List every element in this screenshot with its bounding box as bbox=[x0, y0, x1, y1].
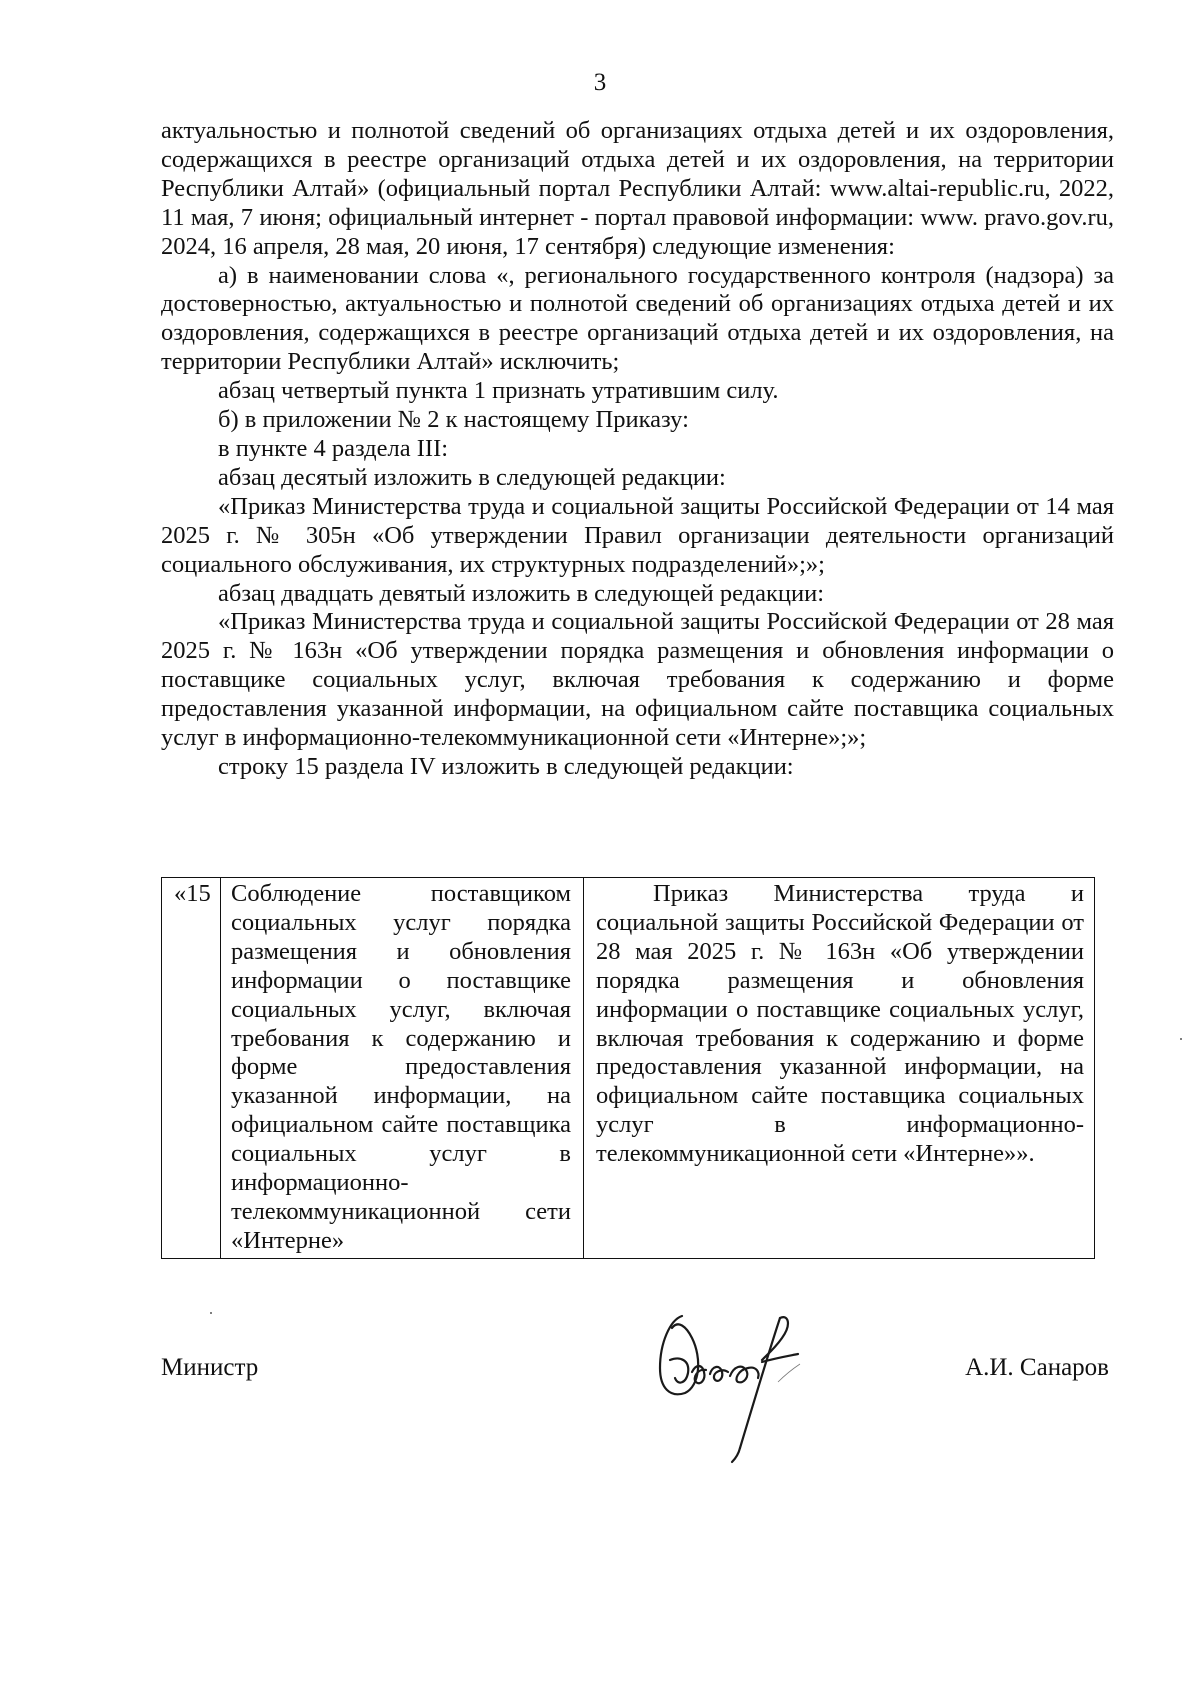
paragraph: абзац двадцать девятый изложить в следующей редакции: bbox=[218, 579, 825, 607]
paragraph: «Приказ Министерства труда и социальной защиты Российской Федерации от 28 мая 2025 г. № 163н «Об утверждении порядка размещения и обновления информации о поставщике социальных услуг, включая требования к содержанию и форме предоставления указанной информации, на официальном сайте поставщика социальных услуг в информационно-телекоммуникационной сети «Интерне»;»; bbox=[161, 608, 1114, 752]
scan-speck bbox=[210, 1312, 212, 1314]
paragraph: абзац десятый изложить в следующей редакции: bbox=[218, 463, 726, 491]
paragraph: «Приказ Министерства труда и социальной защиты Российской Федерации от 14 мая 2025 г. № 305н «Об утверждении Правил организации деятельности организаций социального обслуживания, их структурных подразделений»;»; bbox=[161, 492, 1114, 578]
paragraph: абзац четвертый пункта 1 признать утратившим силу. bbox=[218, 377, 779, 405]
legal-act-text: Приказ Министерства труда и социальной защиты Российской Федерации от 28 мая 2025 г. № 163н «Об утверждении порядка размещения и обновления информации о поставщике социальных услуг, включая требования к содержанию и форме предоставления указанной информации, на официальном сайте поставщика социальных услуг в информационно-телекоммуникационной сети «Интерне»». bbox=[596, 880, 1084, 1168]
section-iv-row-table bbox=[161, 877, 1095, 1259]
scan-speck bbox=[1180, 1038, 1182, 1040]
paragraph: в пункте 4 раздела III: bbox=[218, 434, 449, 462]
handwritten-signature bbox=[630, 1298, 860, 1468]
paragraph: б) в приложении № 2 к настоящему Приказу: bbox=[218, 406, 689, 434]
paragraph: строку 15 раздела IV изложить в следующей редакции: bbox=[218, 752, 794, 780]
signatory-role: Министр bbox=[161, 1354, 259, 1381]
requirement-cell: Соблюдение поставщиком социальных услуг порядка размещения и обновления информации о поставщике социальных услуг, включая требования к содержанию и форме предоставления указанной информации, на официальном сайте поставщика социальных услуг в информационно-телекоммуникационной сети «Интерне» bbox=[221, 878, 584, 1259]
paragraph: а) в наименовании слова «, регионального государственного контроля (надзора) за достоверностью, актуальностью и полнотой сведений об организациях отдыха детей и их оздоровления, содержащихся в реестре организаций отдыха детей и их оздоровления, на территории Республики Алтай» исключить; bbox=[161, 261, 1114, 376]
legal-act-cell bbox=[584, 878, 1095, 1259]
page-number: 3 bbox=[593, 69, 607, 96]
table-row bbox=[162, 878, 1095, 1259]
paragraph: актуальностью и полнотой сведений об организациях отдыха детей и их оздоровления, содержащихся в реестре организаций отдыха детей и их оздоровления, на территории Республики Алтай» (официальный портал Республики Алтай: www.altai-republic.ru, 2022, 11 мая, 7 июня; официальный интернет - портал правовой информации: www. pravo.gov.ru, 2024, 16 апреля, 28 мая, 20 июня, 17 сентября) следующие изменения: bbox=[161, 117, 1114, 260]
document-body bbox=[161, 117, 1114, 782]
row-number-cell: «15 bbox=[162, 878, 221, 1259]
signatory-name: А.И. Санаров bbox=[965, 1354, 1109, 1381]
